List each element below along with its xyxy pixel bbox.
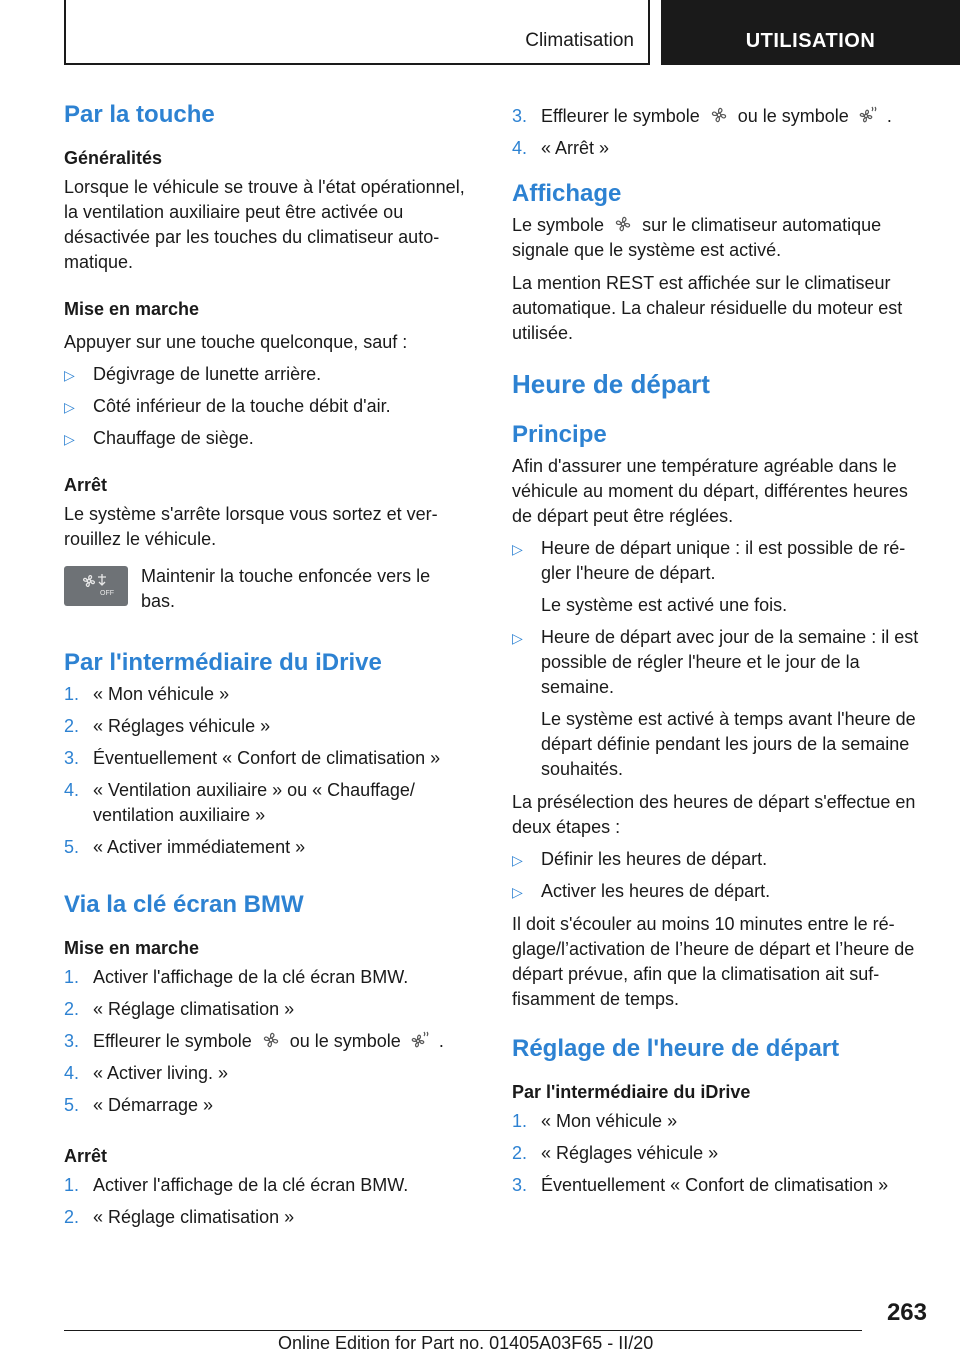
list-item: 2. « Réglages véhicule »	[64, 716, 271, 736]
heading-mise-en-marche: Mise en marche	[64, 299, 200, 319]
list-item: 3. Éventuellement « Confort de climatisation »	[64, 748, 441, 768]
paragraph-arret: Le système s'arrête lorsque vous sortez et verrouillez le véhicule.	[64, 504, 438, 549]
list-item: ▷ Heure de départ unique : il est possible de régler l'heure de départ.	[512, 538, 906, 583]
list-item: 1. « Mon véhicule »	[512, 1111, 678, 1131]
header-box	[64, 0, 650, 65]
triangle-icon: ▷	[512, 852, 523, 868]
button-instruction-text: Maintenir la touche enfoncée vers le bas.	[141, 566, 431, 611]
triangle-icon: ▷	[64, 367, 75, 383]
heading-idrive-2: Par l'intermédiaire du iDrive	[512, 1082, 751, 1102]
left-column	[64, 100, 466, 1230]
header-section: Climatisation	[525, 30, 634, 51]
svg-text:OFF: OFF	[100, 590, 114, 597]
list-item: 2. « Réglages véhicule »	[512, 1143, 719, 1163]
triangle-icon: ▷	[512, 884, 523, 900]
page-number: 263	[886, 1299, 927, 1326]
list-item: 1. « Mon véhicule »	[64, 684, 230, 704]
triangle-icon: ▷	[64, 431, 75, 447]
paragraph-generalites: Lorsque le véhicule se trouve à l'état opérationnel, la ventilation auxiliaire peut être activée ou désactivée par les touches du climatiseur automatique.	[64, 177, 465, 272]
list-item: ▷ Heure de départ avec jour de la semaine : il est possible de régler l'heure et le jour de la semaine.	[512, 627, 919, 697]
heading-reglage-heure: Réglage de l'heure de départ	[512, 1035, 840, 1062]
heading-principe: Principe	[512, 421, 607, 448]
footer-edition: Online Edition for Part no. 01405A03F65 - II/20	[278, 1333, 654, 1353]
right-column	[512, 100, 928, 1198]
header-chapter: UTILISATION	[661, 0, 960, 65]
fan-off-icon	[76, 573, 116, 599]
heading-cle-mise-en-marche: Mise en marche	[64, 938, 200, 958]
heading-cle-arret: Arrêt	[64, 1146, 108, 1166]
list-item: ▷ Définir les heures de départ.	[512, 847, 928, 872]
list-item: 3. Effleurer le symbole ou le symbole .	[512, 106, 892, 126]
triangle-icon: ▷	[512, 630, 523, 646]
heading-idrive: Par l'intermédiaire du iDrive	[64, 649, 382, 676]
fan-off-button-image	[64, 566, 128, 606]
list-item: ▷ Activer les heures de départ.	[512, 879, 928, 904]
heading-affichage: Affichage	[512, 180, 622, 207]
triangle-icon: ▷	[512, 541, 523, 557]
list-item: ▷ Chauffage de siège.	[64, 426, 466, 451]
fan-icon	[260, 1030, 282, 1050]
heading-heure-de-depart: Heure de départ	[512, 369, 710, 399]
list-item: 2. « Réglage climatisation »	[64, 1207, 295, 1227]
button-instruction	[64, 564, 466, 614]
heading-cle-ecran: Via la clé écran BMW	[64, 891, 304, 918]
paragraph-preselection: La présélection des heures de départ s'effectue en deux étapes :	[512, 792, 916, 837]
list-item: 4. « Activer living. »	[64, 1063, 229, 1083]
paragraph-principe: Afin d'assurer une température agréable dans le véhicule au moment du départ, différentes heures de départ peut être réglées.	[512, 456, 908, 526]
heading-generalites: Généralités	[64, 148, 163, 168]
list-item: ▷ Dégivrage de lunette arrière.	[64, 362, 466, 387]
paragraph-mise-en-marche: Appuyer sur une touche quelconque, sauf :	[64, 332, 408, 352]
footer-divider	[64, 1330, 862, 1331]
list-item: 1. Activer l'affichage de la clé écran BMW.	[64, 967, 409, 987]
list-item-sub: Le système est activé une fois.	[541, 595, 788, 615]
list-item: 3. Éventuellement « Confort de climatisation »	[512, 1175, 889, 1195]
heading-arret: Arrêt	[64, 475, 108, 495]
fan-heat-icon	[857, 105, 879, 125]
fan-icon	[612, 214, 634, 234]
triangle-icon: ▷	[64, 399, 75, 415]
list-item: 3. Effleurer le symbole ou le symbole .	[64, 1031, 444, 1051]
list-item: 5. « Démarrage »	[64, 1095, 214, 1115]
paragraph-affichage: Le symbole sur le climatiseur automatique signale que le système est activé.	[512, 215, 882, 260]
list-item: 5. « Activer immédiatement »	[64, 837, 306, 857]
list-item: 4. « Arrêt »	[512, 138, 610, 158]
list-item: 2. « Réglage climatisation »	[64, 999, 295, 1019]
list-item: 1. Activer l'affichage de la clé écran BMW.	[64, 1175, 409, 1195]
paragraph-delai: Il doit s'écouler au moins 10 minutes entre le réglage/l’activation de l’heure de départ et l’heure de départ prévue, afin que la climatisation ait suffisamment de temps.	[512, 914, 915, 1009]
list-item: ▷ Côté inférieur de la touche débit d'air.	[64, 394, 466, 419]
fan-heat-icon	[409, 1030, 431, 1050]
heading-par-la-touche: Par la touche	[64, 101, 215, 128]
fan-icon	[708, 105, 730, 125]
list-item-sub: Le système est activé à temps avant l'heure de départ définie pendant les jours de la semaine souhaités.	[541, 709, 916, 779]
paragraph-rest: La mention REST est affichée sur le climatiseur automatique. La chaleur résiduelle du moteur est utilisée.	[512, 273, 903, 343]
list-item: 4. « Ventilation auxiliaire » ou « Chauffage/ ventilation auxiliaire »	[64, 780, 415, 825]
